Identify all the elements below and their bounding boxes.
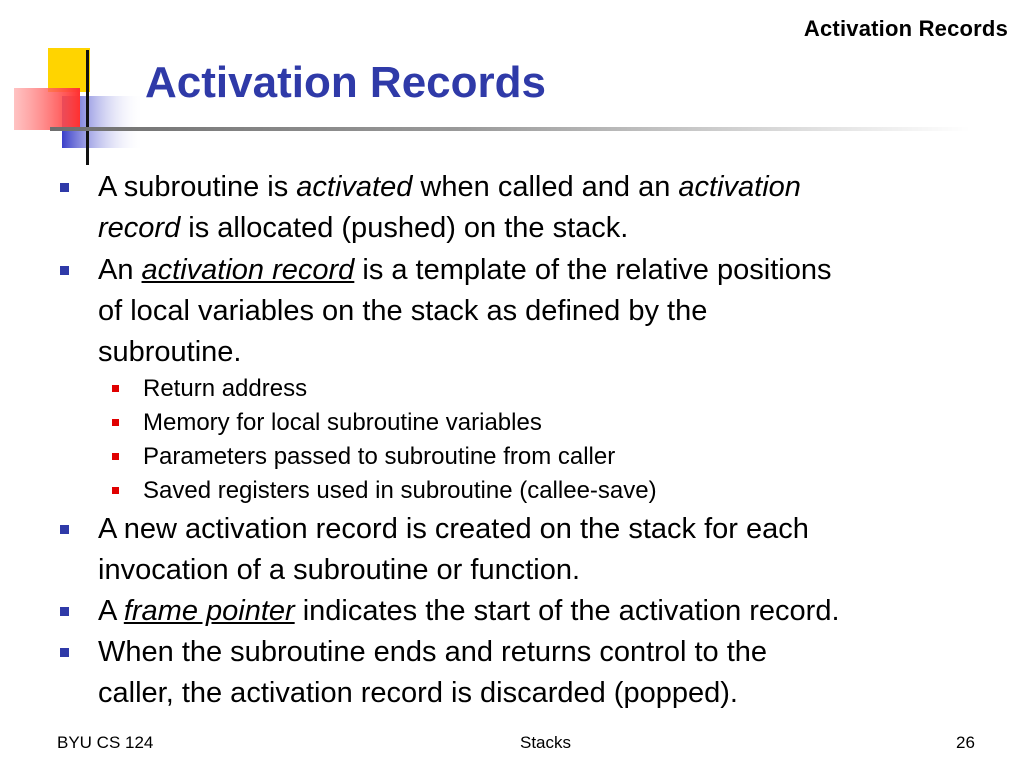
bullet-item bbox=[98, 632, 988, 714]
subbullet-square-icon bbox=[112, 419, 119, 426]
bullet-text: caller, the activation record is discarded (popped). bbox=[98, 677, 738, 709]
subbullet-item bbox=[143, 440, 983, 474]
footer-course: BYU CS 124 bbox=[57, 733, 154, 752]
bullet-term: frame pointer bbox=[123, 595, 295, 627]
bullet-square-icon bbox=[60, 183, 69, 192]
slide-title: Activation Records bbox=[145, 58, 546, 107]
subbullet-text: Saved registers used in subroutine (callee-save) bbox=[143, 477, 657, 504]
subbullet-square-icon bbox=[112, 453, 119, 460]
bullet-square-icon bbox=[60, 607, 69, 616]
bullet-item bbox=[98, 167, 988, 249]
bullet-term: activation record bbox=[141, 254, 355, 286]
bullet-item bbox=[98, 591, 988, 632]
footer-section: Stacks bbox=[520, 733, 572, 752]
bullet-square-icon bbox=[60, 266, 69, 275]
bullet-item bbox=[98, 509, 988, 591]
bullet-text: of local variables on the stack as defined by the bbox=[98, 295, 708, 327]
subbullet-text: Memory for local subroutine variables bbox=[143, 409, 542, 436]
bullet-text: A new activation record is created on the stack for each bbox=[98, 513, 809, 545]
bullet-text: indicates the start of the activation record. bbox=[294, 595, 840, 627]
bullet-text: when called and an bbox=[412, 171, 679, 203]
bullet-text: When the subroutine ends and returns control to the bbox=[98, 636, 768, 668]
bullet-text: is a template of the relative positions bbox=[354, 254, 832, 286]
bullet-text: A bbox=[98, 595, 124, 627]
bullet-square-icon bbox=[60, 525, 69, 534]
bullet-text: subroutine. bbox=[98, 336, 242, 368]
bullet-text: A subroutine is bbox=[98, 171, 297, 203]
subbullet-square-icon bbox=[112, 385, 119, 392]
header-title: Activation Records bbox=[803, 16, 1008, 41]
subbullet-item bbox=[143, 372, 983, 406]
bullet-text: An bbox=[98, 254, 142, 286]
bullet-emphasis: activation bbox=[678, 171, 801, 203]
subbullet-text: Parameters passed to subroutine from caller bbox=[143, 443, 616, 470]
bullet-square-icon bbox=[60, 648, 69, 657]
bullet-emphasis: activated bbox=[296, 171, 413, 203]
bullet-emphasis: record bbox=[98, 212, 181, 244]
footer-page-number: 26 bbox=[956, 733, 975, 752]
subbullet-square-icon bbox=[112, 487, 119, 494]
bullet-text: is allocated (pushed) on the stack. bbox=[180, 212, 629, 244]
subbullet-item bbox=[143, 474, 983, 508]
bullet-item bbox=[98, 250, 988, 373]
subbullet-item bbox=[143, 406, 983, 440]
subbullet-text: Return address bbox=[143, 375, 308, 402]
bullet-text: invocation of a subroutine or function. bbox=[98, 554, 581, 586]
